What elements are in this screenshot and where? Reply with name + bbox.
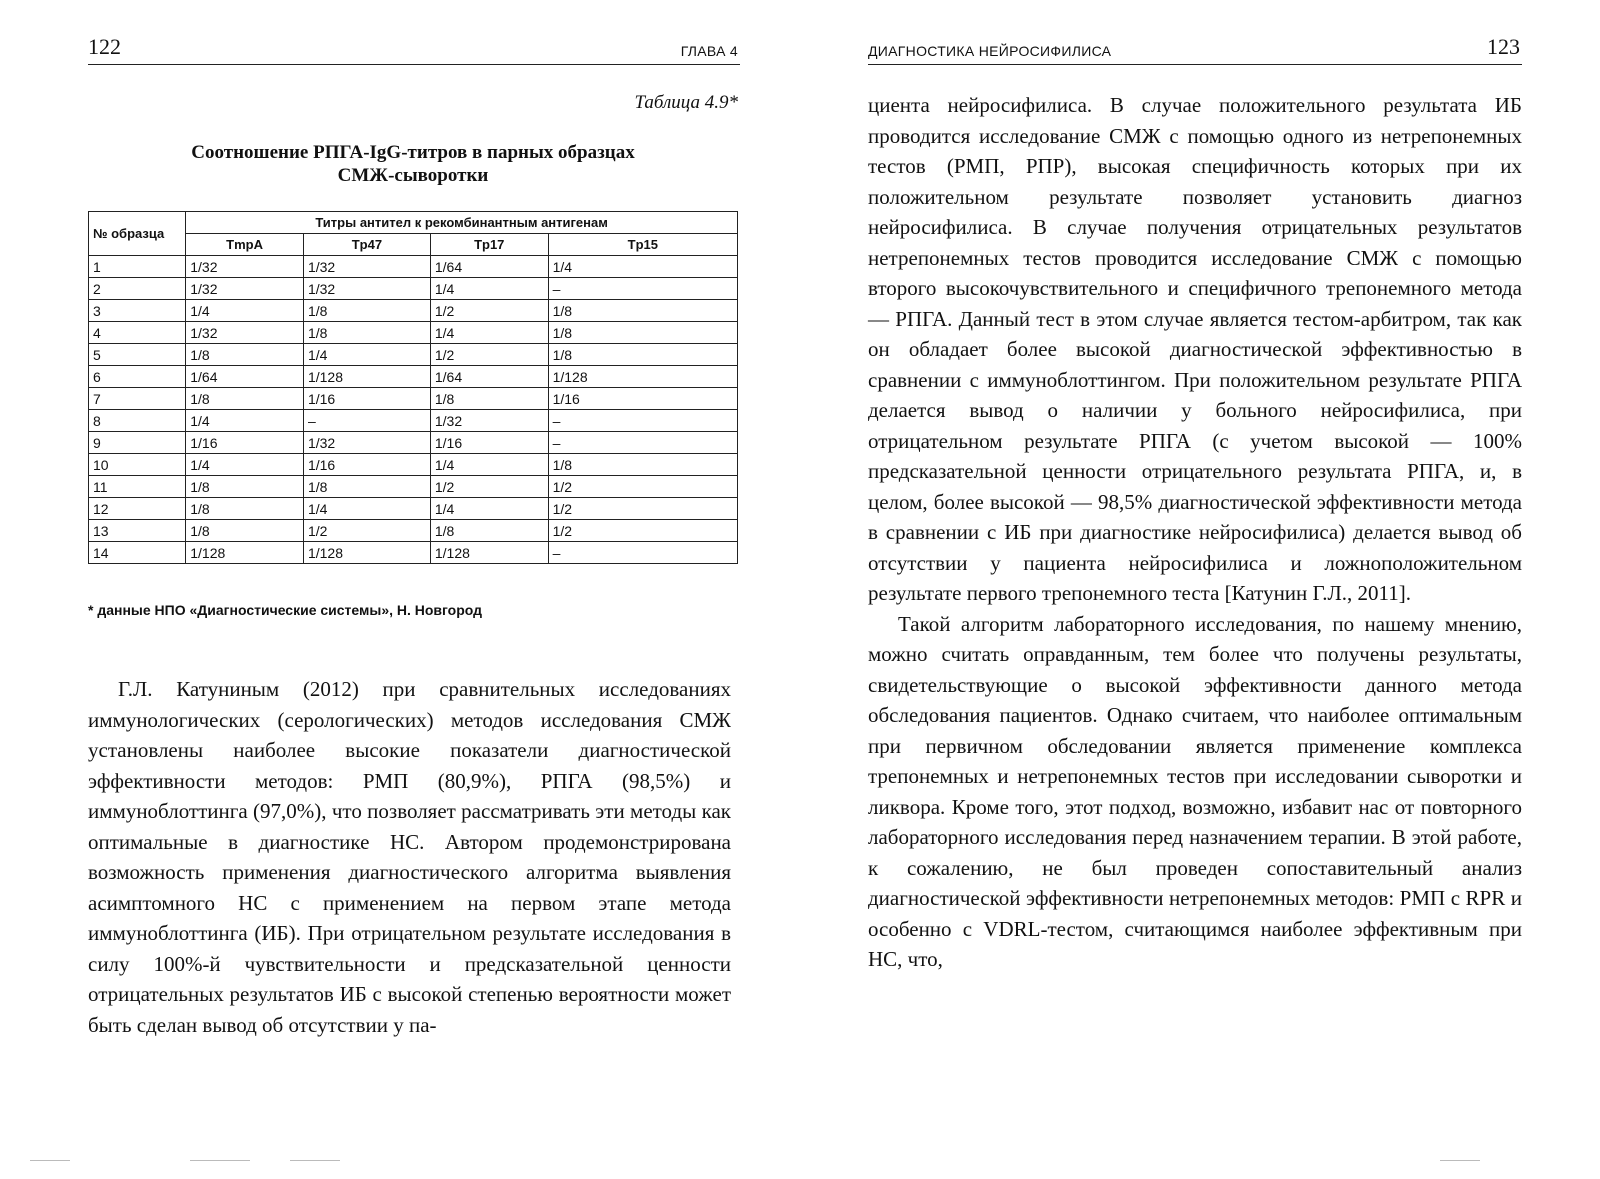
titer-cell: 1/32	[186, 322, 304, 344]
titer-cell: 1/32	[430, 410, 548, 432]
paragraph: Г.Л. Катуниным (2012) при сравнительных исследованиях иммунологических (серологических) методов исследования СМЖ установлены наиболее высокие показатели диагностической эффективности методов: РМП (80,9%), РПГА (98,5%) и иммуноблоттинга (97,0%), что позволяет рассматривать эти методы как оптимальные в диагностике НС. Автором продемонстрирована возможность применения диагностического алгоритма выявления асимптомного НС с применением на первом этапе метода иммуноблоттинга (ИБ). При отрицательном результате исследования в силу 100%-й чувствительности и предсказательной ценности отрицательных результатов ИБ с высокой степенью вероятности может быть сделан вывод об отсутствии у па-	[88, 677, 731, 1037]
table-row	[89, 300, 738, 322]
column-header: Tp47	[303, 234, 430, 256]
chapter-title: ГЛАВА 4	[680, 43, 738, 59]
titer-cell: 1/128	[186, 542, 304, 564]
table-row	[89, 388, 738, 410]
titer-cell: 1/8	[548, 344, 737, 366]
titer-cell: 1/8	[186, 388, 304, 410]
table-title-line-2: СМЖ-сыворотки	[337, 165, 489, 186]
column-header: TmpA	[186, 234, 304, 256]
titer-cell: 1/4	[430, 278, 548, 300]
table-row	[89, 476, 738, 498]
table-title	[88, 141, 738, 187]
table-row	[89, 344, 738, 366]
right-page	[800, 0, 1600, 1179]
page-edge-mark	[30, 1160, 70, 1161]
table-row	[89, 322, 738, 344]
titer-cell: 1/2	[303, 520, 430, 542]
titer-cell: 1/16	[186, 432, 304, 454]
titer-cell: 1/4	[548, 256, 737, 278]
page-number: 122	[88, 34, 121, 59]
titer-cell: 1/8	[303, 476, 430, 498]
titer-cell: 1/128	[303, 366, 430, 388]
titers-table	[88, 211, 738, 564]
titer-cell: –	[548, 432, 737, 454]
sample-number-cell: 9	[89, 432, 186, 454]
titer-cell: 1/8	[186, 476, 304, 498]
page-edge-mark	[190, 1160, 250, 1161]
sample-number-cell: 10	[89, 454, 186, 476]
titer-cell: 1/32	[186, 278, 304, 300]
titer-cell: 1/2	[430, 300, 548, 322]
table-title-line-1: Соотношение РПГА-IgG-титров в парных образцах	[191, 142, 635, 163]
sample-number-cell: 14	[89, 542, 186, 564]
titer-cell: 1/2	[548, 520, 737, 542]
table-row	[89, 498, 738, 520]
titer-cell: 1/16	[430, 432, 548, 454]
sample-number-cell: 5	[89, 344, 186, 366]
titer-cell: 1/2	[430, 344, 548, 366]
sample-number-cell: 8	[89, 410, 186, 432]
sample-number-cell: 11	[89, 476, 186, 498]
titer-cell: 1/8	[430, 520, 548, 542]
titer-cell: 1/32	[303, 432, 430, 454]
sample-number-cell: 12	[89, 498, 186, 520]
titer-cell: 1/4	[430, 322, 548, 344]
titer-cell: 1/4	[430, 454, 548, 476]
paragraph: циента нейросифилиса. В случае положительного результата ИБ проводится исследование СМЖ с помощью одного из нетрепонемных тестов (РМП, РПР), высокая специфичность которых при их положительном результате позволяет установить диагноз нейросифилиса. В случае получения отрицательных результатов нетрепонемных тестов проводится исследование СМЖ с помощью второго высокочувствительного и специфичного трепонемного метода — РПГА. Данный тест в этом случае является тестом-арбитром, так как он обладает более высокой диагностической эффективностью в сравнении с иммуноблоттингом. При положительном результате РПГА делается вывод о наличии у больного нейросифилиса, при отрицательном результате РПГА (с учетом высокой — 100% предсказательной ценности отрицательного результата РПГА, и, в целом, более высокой — 98,5% диагностической эффективности метода в сравнении с ИБ при диагностике нейросифилиса) делается вывод об отсутствии у пациента нейросифилиса и ложноположительном результате первого трепонемного теста [Катунин Г.Л., 2011].	[868, 93, 1522, 605]
paragraph: Такой алгоритм лабораторного исследования, по нашему мнению, можно считать оправданным, тем более что получены результаты, свидетельствующие о высокой эффективности данного метода обследования пациентов. Однако считаем, что наиболее оптимальным при первичном обследовании является применение комплекса трепонемных и нетрепонемных тестов при исследовании сыворотки и ликвора. Кроме того, этот подход, возможно, избавит нас от повторного лабораторного исследования перед назначением терапии. В этой работе, к сожалению, не был проведен сопоставительный анализ диагностической эффективности нетрепонемных методов: РМП с RPR и особенно с VDRL-тестом, считающимся наиболее эффективным при НС, что,	[868, 611, 1522, 971]
right-body-text	[868, 90, 1522, 975]
titer-cell: –	[548, 542, 737, 564]
sample-number-cell: 13	[89, 520, 186, 542]
table-row	[89, 366, 738, 388]
table-row	[89, 278, 738, 300]
titer-cell: 1/128	[303, 542, 430, 564]
titer-cell: 1/8	[548, 322, 737, 344]
titer-cell: 1/32	[303, 256, 430, 278]
titer-cell: 1/4	[303, 344, 430, 366]
titer-cell: 1/16	[303, 388, 430, 410]
titer-cell: 1/64	[430, 256, 548, 278]
titer-cell: 1/64	[430, 366, 548, 388]
table-row	[89, 542, 738, 564]
left-body-text	[88, 674, 731, 1040]
titer-cell: 1/8	[303, 300, 430, 322]
titer-cell: 1/2	[548, 498, 737, 520]
titer-cell: 1/16	[548, 388, 737, 410]
table-row	[89, 256, 738, 278]
sample-number-cell: 2	[89, 278, 186, 300]
header-sample-number: № образца	[89, 212, 186, 256]
column-header: Tp15	[548, 234, 737, 256]
sample-number-cell: 1	[89, 256, 186, 278]
titer-cell: 1/64	[186, 366, 304, 388]
titer-cell: 1/4	[430, 498, 548, 520]
table-row	[89, 520, 738, 542]
titer-cell: 1/16	[303, 454, 430, 476]
page-number: 123	[1487, 34, 1520, 59]
titer-cell: 1/4	[186, 410, 304, 432]
table-body	[89, 256, 738, 564]
titer-cell: 1/8	[430, 388, 548, 410]
sample-number-cell: 7	[89, 388, 186, 410]
titer-cell: –	[548, 278, 737, 300]
sample-number-cell: 4	[89, 322, 186, 344]
titer-cell: 1/128	[430, 542, 548, 564]
table-row	[89, 410, 738, 432]
titer-cell: 1/8	[303, 322, 430, 344]
left-running-header	[88, 34, 740, 65]
sample-number-cell: 3	[89, 300, 186, 322]
table-footnote: * данные НПО «Диагностические системы», Н. Новгород	[88, 602, 483, 618]
section-title: ДИАГНОСТИКА НЕЙРОСИФИЛИСА	[868, 43, 1112, 59]
titer-cell: 1/32	[303, 278, 430, 300]
titer-cell: 1/4	[303, 498, 430, 520]
titer-cell: 1/8	[548, 454, 737, 476]
titer-cell: 1/8	[186, 520, 304, 542]
titer-cell: 1/8	[186, 498, 304, 520]
header-antibody-titers: Титры антител к рекомбинантным антигенам	[186, 212, 738, 234]
page-edge-mark	[1440, 1160, 1480, 1161]
page-edge-mark	[290, 1160, 340, 1161]
titer-cell: 1/4	[186, 300, 304, 322]
titer-cell: 1/2	[548, 476, 737, 498]
table-label: Таблица 4.9*	[634, 92, 738, 113]
titer-cell: –	[303, 410, 430, 432]
titer-cell: –	[548, 410, 737, 432]
titer-cell: 1/2	[430, 476, 548, 498]
table-row	[89, 454, 738, 476]
titer-cell: 1/4	[186, 454, 304, 476]
right-running-header	[868, 34, 1522, 65]
titer-cell: 1/8	[548, 300, 737, 322]
table-row	[89, 432, 738, 454]
titer-cell: 1/8	[186, 344, 304, 366]
column-header: Tp17	[430, 234, 548, 256]
titer-cell: 1/32	[186, 256, 304, 278]
sample-number-cell: 6	[89, 366, 186, 388]
titer-cell: 1/128	[548, 366, 737, 388]
